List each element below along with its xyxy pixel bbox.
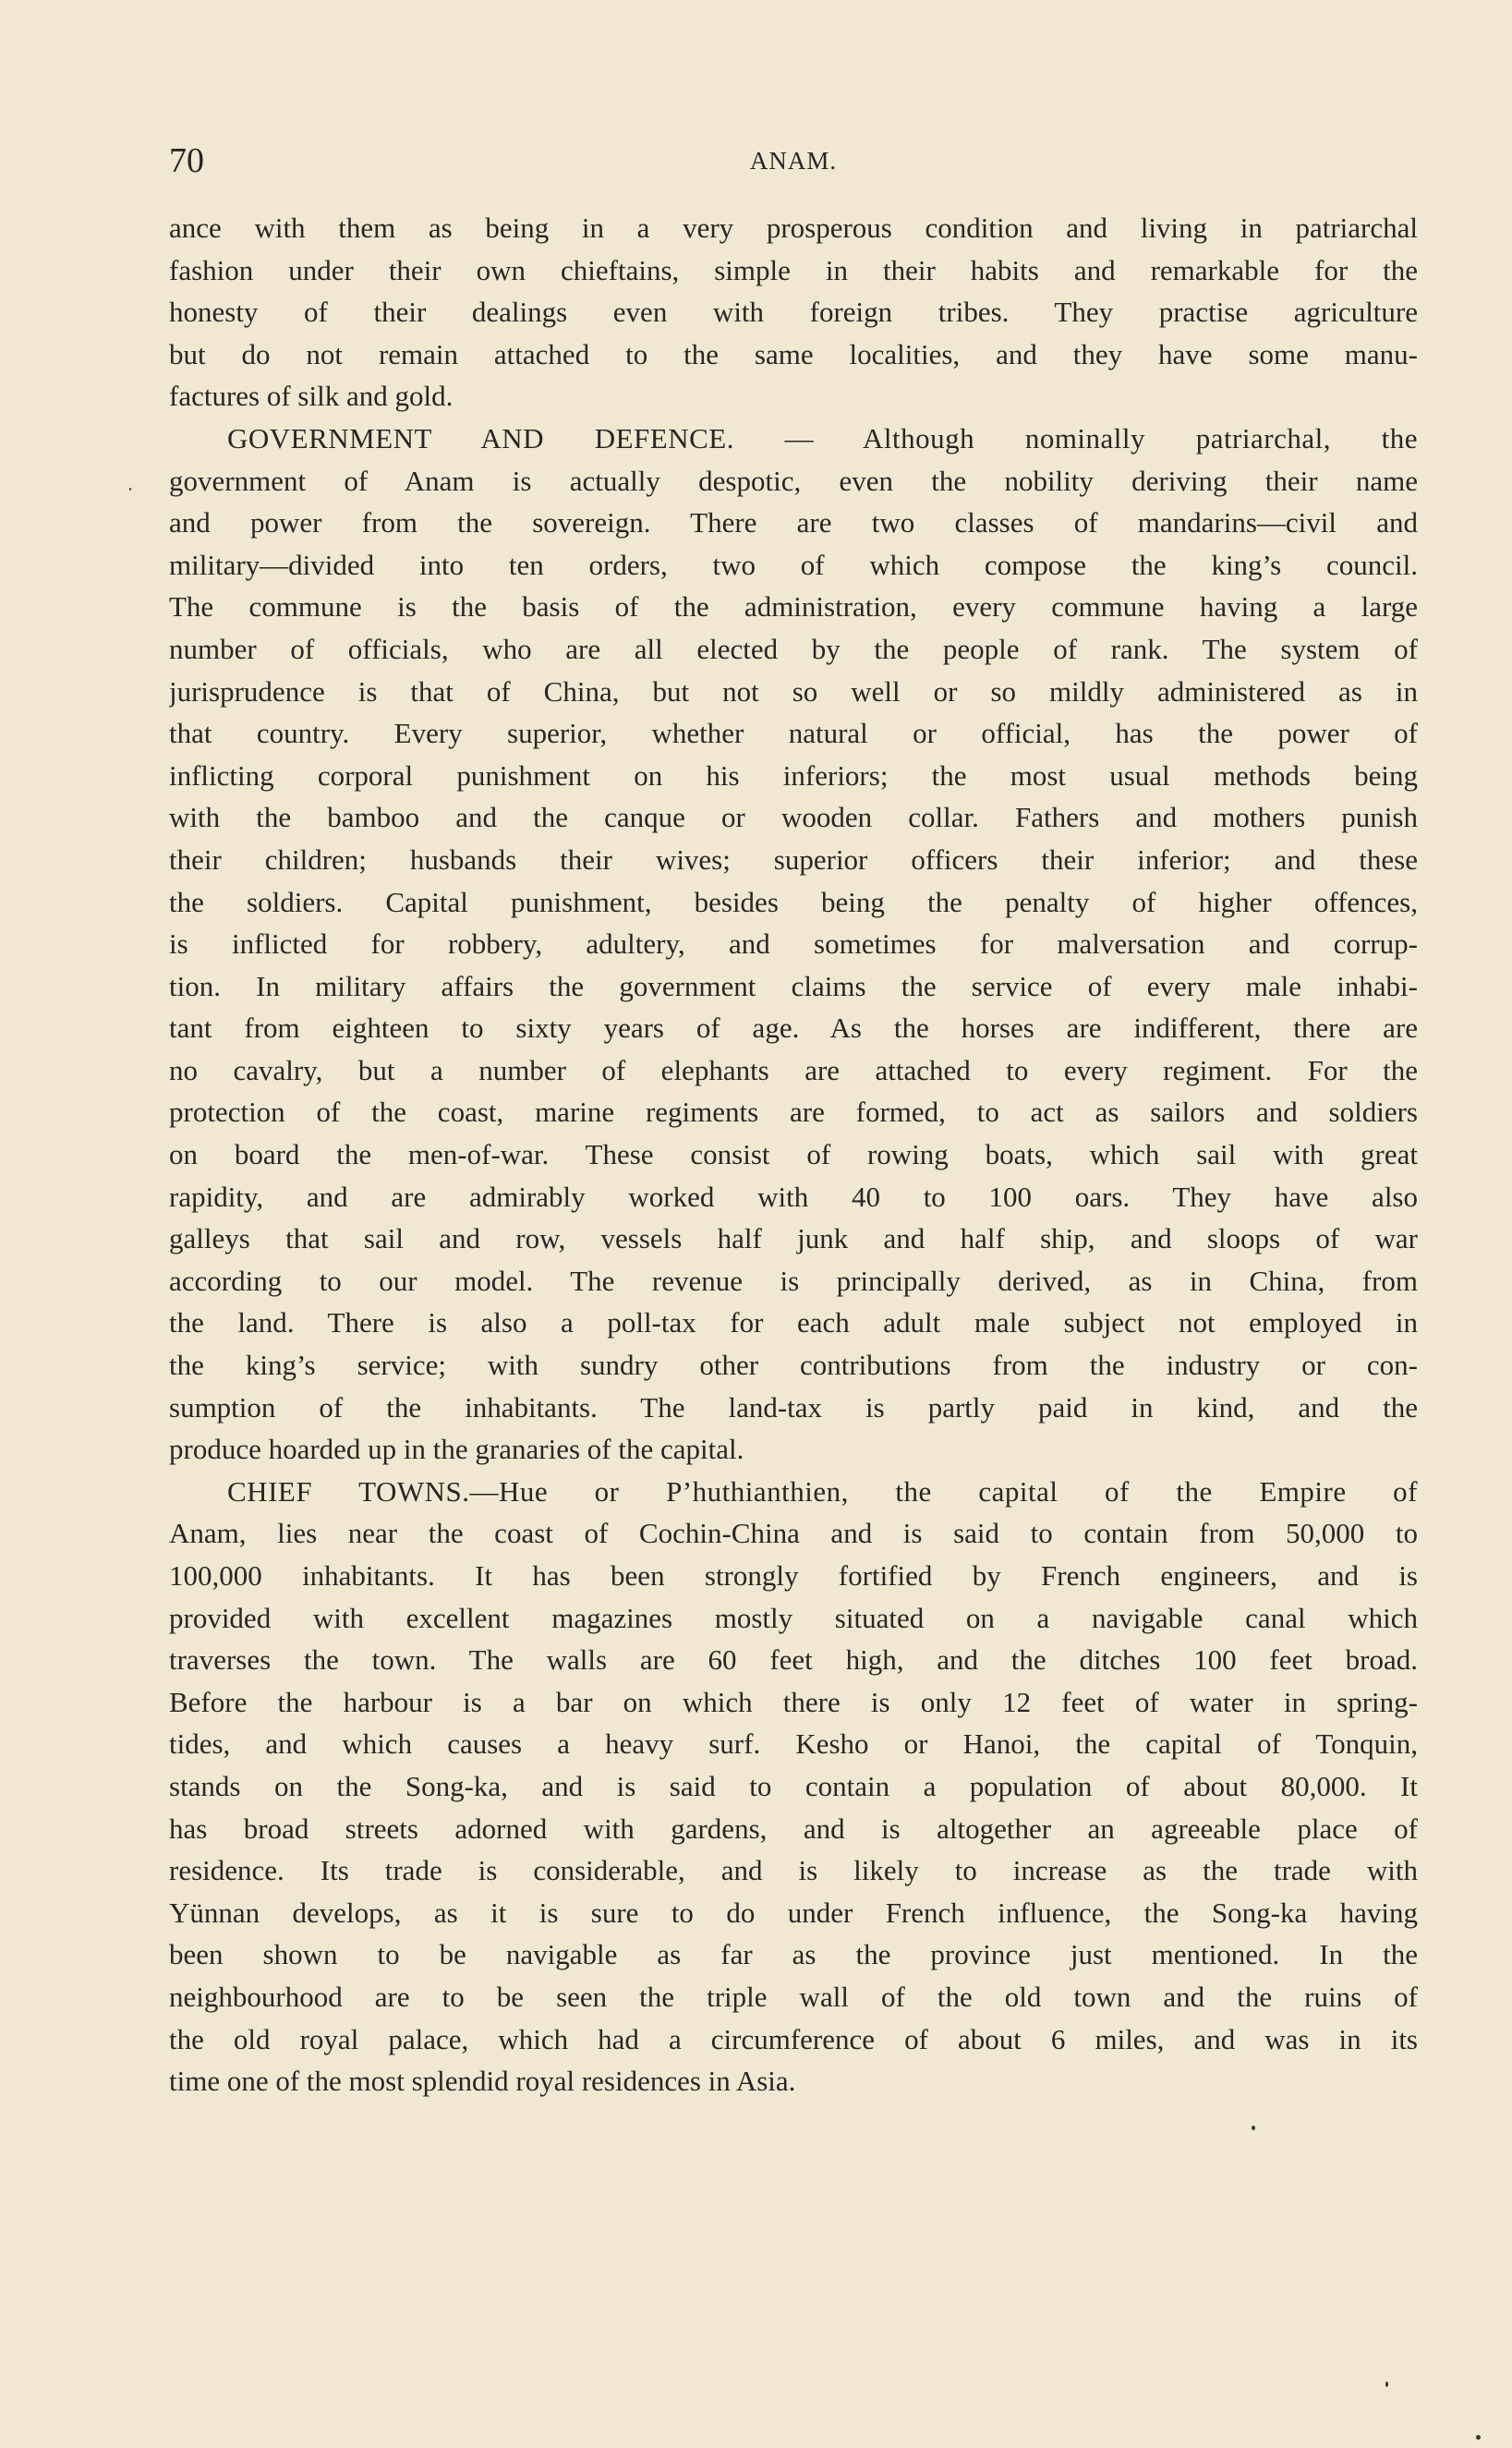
text-line: time one of the most splendid royal residences in Asia. xyxy=(169,2065,796,2098)
text-line: no cavalry, but a number of elephants are attached to every regiment. For the xyxy=(169,1053,1418,1086)
text-line: military—divided into ten orders, two of which compose the king’s council. xyxy=(169,548,1418,581)
text-line: 100,000 inhabitants. It has been strongly fortified by French engineers, and is xyxy=(169,1559,1418,1592)
text-line: neighbourhood are to be seen the triple wall of the old town and the ruins of xyxy=(169,1980,1418,2013)
text-line: rapidity, and are admirably worked with 40 to 100 oars. They have also xyxy=(169,1180,1418,1213)
text-line: number of officials, who are all elected by the people of rank. The system of xyxy=(169,632,1418,665)
text-line: has broad streets adorned with gardens, and is altogether an agreeable place of xyxy=(169,1812,1418,1845)
text-line: tides, and which causes a heavy surf. Kesho or Hanoi, the capital of Tonquin, xyxy=(169,1727,1418,1761)
text-line: been shown to be navigable as far as the province just mentioned. In the xyxy=(169,1938,1418,1971)
text-line: inflicting corporal punishment on his inferiors; the most usual methods being xyxy=(169,758,1418,792)
chapter-title: ANAM. xyxy=(749,147,838,175)
text-line: with the bamboo and the canque or wooden collar. Fathers and mothers punish xyxy=(169,801,1418,834)
text-line: provided with excellent magazines mostly situated on a navigable canal which xyxy=(169,1601,1418,1634)
paper-speck xyxy=(129,488,131,491)
text-line: factures of silk and gold. xyxy=(169,380,454,413)
text-line: on board the men-of-war. These consist of rowing boats, which sail with great xyxy=(169,1138,1418,1171)
text-line: that country. Every superior, whether natural or official, has the power of xyxy=(169,717,1418,750)
text-line: Yünnan develops, as it is sure to do under French influence, the Song-ka having xyxy=(169,1896,1418,1929)
text-line: traverses the town. The walls are 60 feet high, and the ditches 100 feet broad. xyxy=(169,1643,1418,1677)
text-line: tant from eighteen to sixty years of age. As the horses are indifferent, there are xyxy=(169,1012,1418,1045)
paper-speck xyxy=(1252,2126,1255,2130)
page-number: 70 xyxy=(169,141,204,180)
paper-speck xyxy=(1476,2435,1481,2440)
text-line: residence. Its trade is considerable, and is likely to increase as the trade with xyxy=(169,1854,1418,1887)
text-line: the soldiers. Capital punishment, besides being the penalty of higher offences, xyxy=(169,885,1418,918)
text-line: The commune is the basis of the administration, every commune having a large xyxy=(169,590,1418,624)
text-line: is inflicted for robbery, adultery, and sometimes for malversation and corrup- xyxy=(169,927,1418,961)
text-line: Before the harbour is a bar on which there is only 12 feet of water in spring- xyxy=(169,1685,1418,1718)
text-line: the land. There is also a poll-tax for each adult male subject not employed in xyxy=(169,1306,1418,1339)
text-line: stands on the Song-ka, and is said to contain a population of about 80,000. It xyxy=(169,1769,1418,1802)
text-line: the old royal palace, which had a circumference of about 6 miles, and was in its xyxy=(169,2022,1418,2055)
text-line: the king’s service; with sundry other contributions from the industry or con- xyxy=(169,1349,1418,1382)
text-line: ance with them as being in a very prosperous condition and living in patriarchal xyxy=(169,212,1418,244)
body-text xyxy=(169,207,1418,2103)
text-line: tion. In military affairs the government claims the service of every male inhabi- xyxy=(169,969,1418,1002)
text-line: but do not remain attached to the same localities, and they have some manu- xyxy=(169,337,1418,370)
text-line: produce hoarded up in the granaries of the capital. xyxy=(169,1433,744,1466)
text-line: and power from the sovereign. There are two classes of mandarins—civil and xyxy=(169,506,1418,539)
text-line: fashion under their own chieftains, simple in their habits and remarkable for the xyxy=(169,253,1418,286)
section-heading-government: GOVERNMENT AND DEFENCE. — Although nominally patriarchal, the xyxy=(227,421,1418,454)
paper-speck xyxy=(1385,2381,1388,2387)
text-line: jurisprudence is that of China, but not so well or so mildly administered as in xyxy=(169,674,1418,708)
text-line: honesty of their dealings even with foreign tribes. They practise agriculture xyxy=(169,296,1418,329)
running-head xyxy=(169,139,1418,183)
section-heading-chief-towns: CHIEF TOWNS.—Hue or P’huthianthien, the capital of the Empire of xyxy=(227,1474,1418,1508)
text-line: Anam, lies near the coast of Cochin-China and is said to contain from 50,000 to xyxy=(169,1517,1418,1550)
text-line: protection of the coast, marine regiments are formed, to act as sailors and soldiers xyxy=(169,1096,1418,1129)
text-line: galleys that sail and row, vessels half junk and half ship, and sloops of war xyxy=(169,1222,1418,1255)
text-line: according to our model. The revenue is principally derived, as in China, from xyxy=(169,1264,1418,1297)
text-line: government of Anam is actually despotic, even the nobility deriving their name xyxy=(169,464,1418,497)
text-line: sumption of the inhabitants. The land-tax is partly paid in kind, and the xyxy=(169,1390,1418,1424)
text-line: their children; husbands their wives; superior officers their inferior; and these xyxy=(169,842,1418,876)
